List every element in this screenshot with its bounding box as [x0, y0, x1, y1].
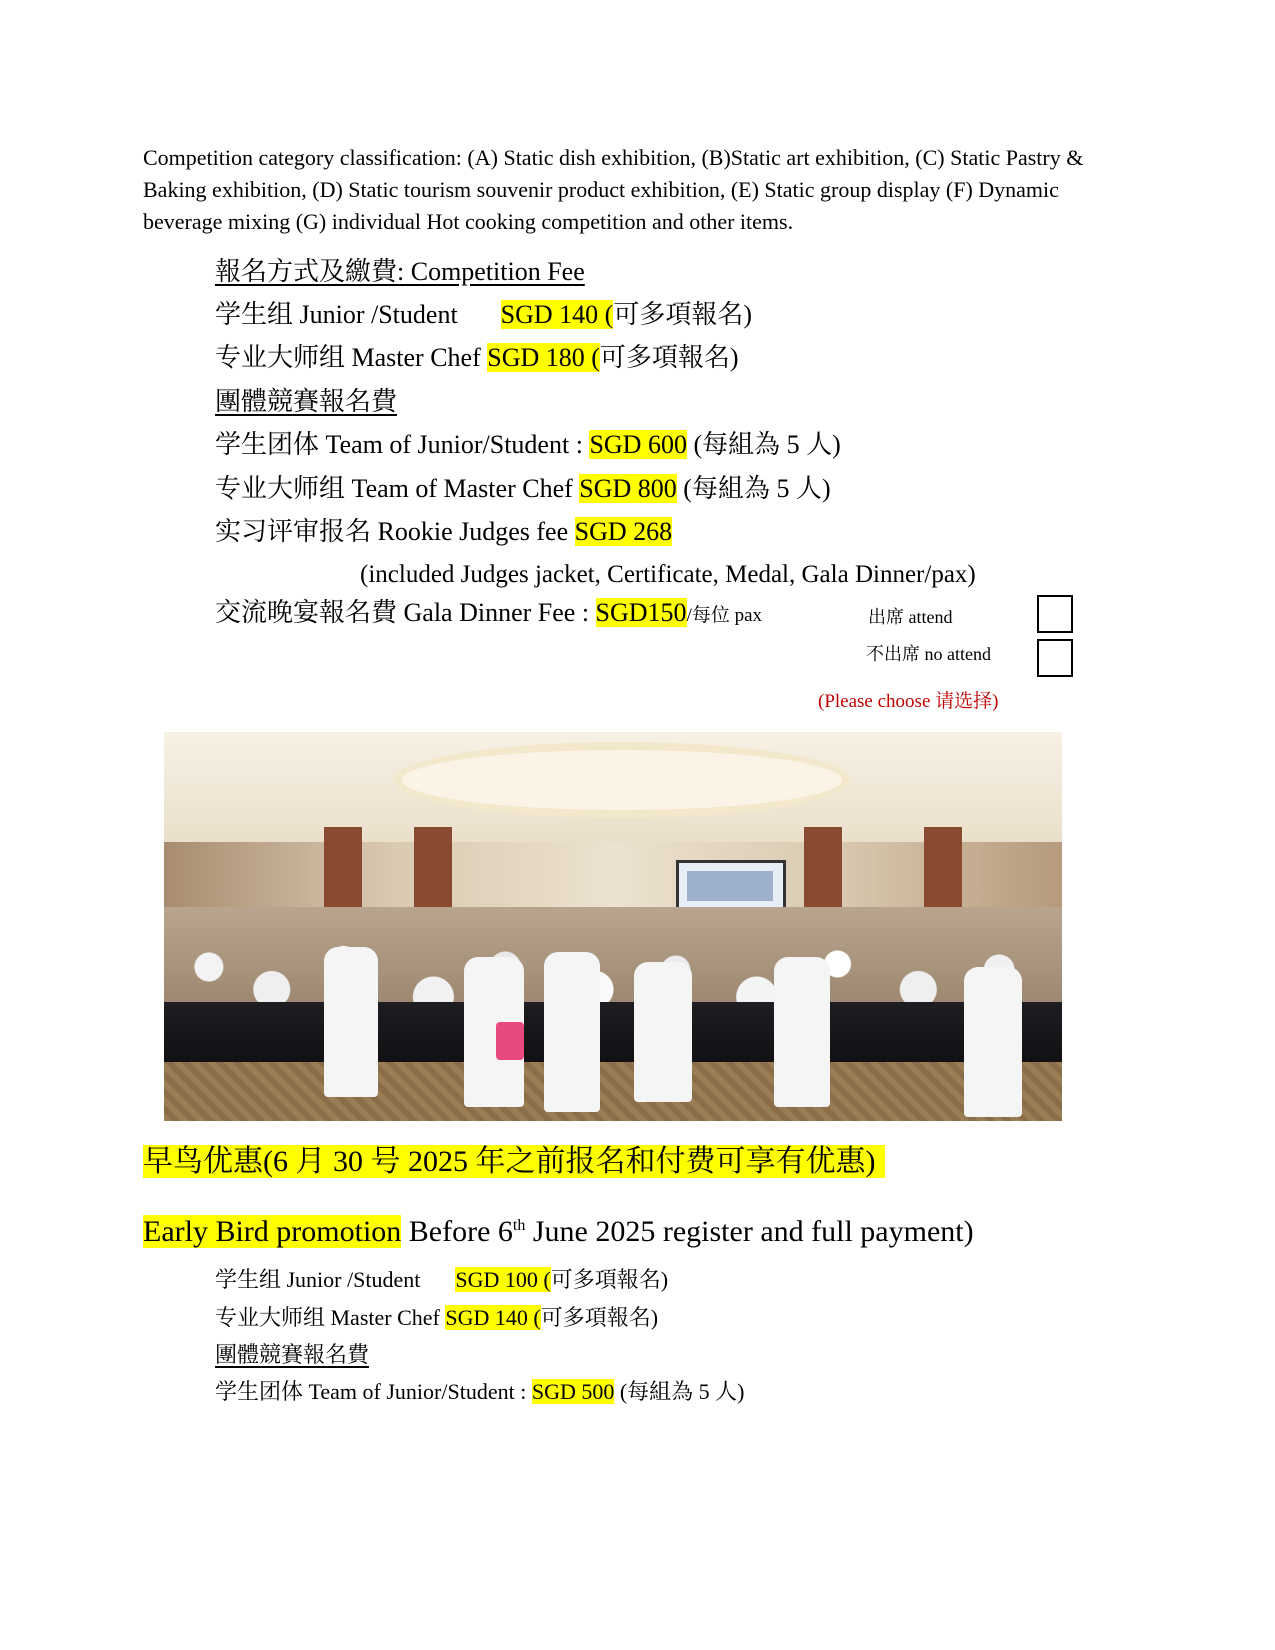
- category-intro: Competition category classification: (A) Static dish exhibition, (B)Static art exhibition, (C) Static Pastry & Baking exhibition, (D) Static tourism souvenir product exhibition, (E) Static group display (F) Dynamic beverage mixing (G) individual Hot cooking competition and other items.: [143, 145, 1084, 234]
- person: [544, 952, 600, 1112]
- rookie-note: (included Judges jacket, Certificate, Medal, Gala Dinner/pax): [360, 561, 976, 588]
- eb-team-junior-row: [215, 1377, 745, 1407]
- early-bird-en-title: [143, 1206, 974, 1252]
- attend-label: 出席 attend: [868, 607, 953, 627]
- master-fee-row: [215, 341, 739, 375]
- team-junior-label: 学生团体 Team of Junior/Student :: [215, 430, 583, 459]
- eb-team-junior-label: 学生团体 Team of Junior/Student :: [215, 1379, 527, 1404]
- person: [964, 967, 1022, 1117]
- carpet: [164, 1062, 1062, 1121]
- eb-master-label: 专业大师组 Master Chef: [215, 1305, 440, 1330]
- rookie-row: [215, 515, 672, 549]
- gala-price: SGD150: [595, 598, 687, 627]
- team-junior-price: SGD 600: [589, 430, 687, 459]
- master-label: 专业大师组 Master Chef: [215, 343, 481, 372]
- team-heading: 團體競賽報名費: [215, 387, 398, 416]
- team-master-price: SGD 800: [579, 474, 677, 503]
- team-master-note: (每組為 5 人): [683, 474, 831, 503]
- choose-note: (Please choose 请选择): [818, 691, 999, 712]
- master-price: SGD 180 (: [487, 343, 600, 372]
- ceiling-ring: [394, 742, 850, 818]
- gala-label: 交流晚宴報名費 Gala Dinner Fee :: [215, 598, 590, 627]
- junior-label: 学生组 Junior /Student: [215, 300, 458, 329]
- rookie-price: SGD 268: [574, 517, 673, 546]
- early-bird-en-rest1: Before 6: [401, 1215, 513, 1248]
- eb-junior-row: [215, 1265, 668, 1295]
- eb-team-heading: 團體競賽報名費: [215, 1342, 370, 1367]
- person: [634, 962, 692, 1102]
- early-bird-cn-title: [143, 1142, 885, 1182]
- early-bird-en-highlight: Early Bird promotion: [143, 1215, 402, 1248]
- junior-note: 可多項報名): [613, 300, 753, 329]
- eb-junior-note: 可多項報名): [550, 1267, 669, 1292]
- junior-fee-row: [215, 298, 752, 332]
- eb-master-row: [215, 1303, 658, 1333]
- junior-price: SGD 140 (: [500, 300, 614, 329]
- fee-heading: 報名方式及繳費: Competition Fee: [215, 257, 585, 286]
- tables: [164, 1002, 1062, 1062]
- team-junior-row: [215, 428, 841, 462]
- pink-bag: [496, 1022, 524, 1060]
- rookie-label: 实习评审报名 Rookie Judges fee: [215, 517, 569, 546]
- early-bird-en-rest2: June 2025 register and full payment): [525, 1215, 974, 1248]
- competition-hall-photo: [164, 732, 1062, 1121]
- early-bird-cn-text: 早鸟优惠(6 月 30 号 2025 年之前报名和付费可享有优惠): [143, 1145, 885, 1178]
- team-master-row: [215, 472, 831, 506]
- eb-team-junior-note: (每組為 5 人): [619, 1379, 745, 1404]
- eb-master-note: 可多項報名): [540, 1305, 659, 1330]
- no-attend-label: 不出席 no attend: [866, 644, 991, 664]
- gala-row: [215, 596, 762, 633]
- eb-master-price: SGD 140 (: [445, 1305, 541, 1330]
- person: [324, 947, 378, 1097]
- no-attend-checkbox[interactable]: [1037, 639, 1073, 677]
- person: [774, 957, 830, 1107]
- eb-team-junior-price: SGD 500: [531, 1379, 615, 1404]
- team-master-label: 专业大师组 Team of Master Chef: [215, 474, 573, 503]
- eb-junior-label: 学生组 Junior /Student: [215, 1267, 421, 1292]
- early-bird-en-sup: th: [512, 1217, 526, 1234]
- eb-junior-price: SGD 100 (: [455, 1267, 551, 1292]
- team-junior-note: (每組為 5 人): [693, 430, 841, 459]
- master-note: 可多項報名): [599, 343, 739, 372]
- gala-unit: /每位 pax: [686, 605, 763, 626]
- attend-checkbox[interactable]: [1037, 595, 1073, 633]
